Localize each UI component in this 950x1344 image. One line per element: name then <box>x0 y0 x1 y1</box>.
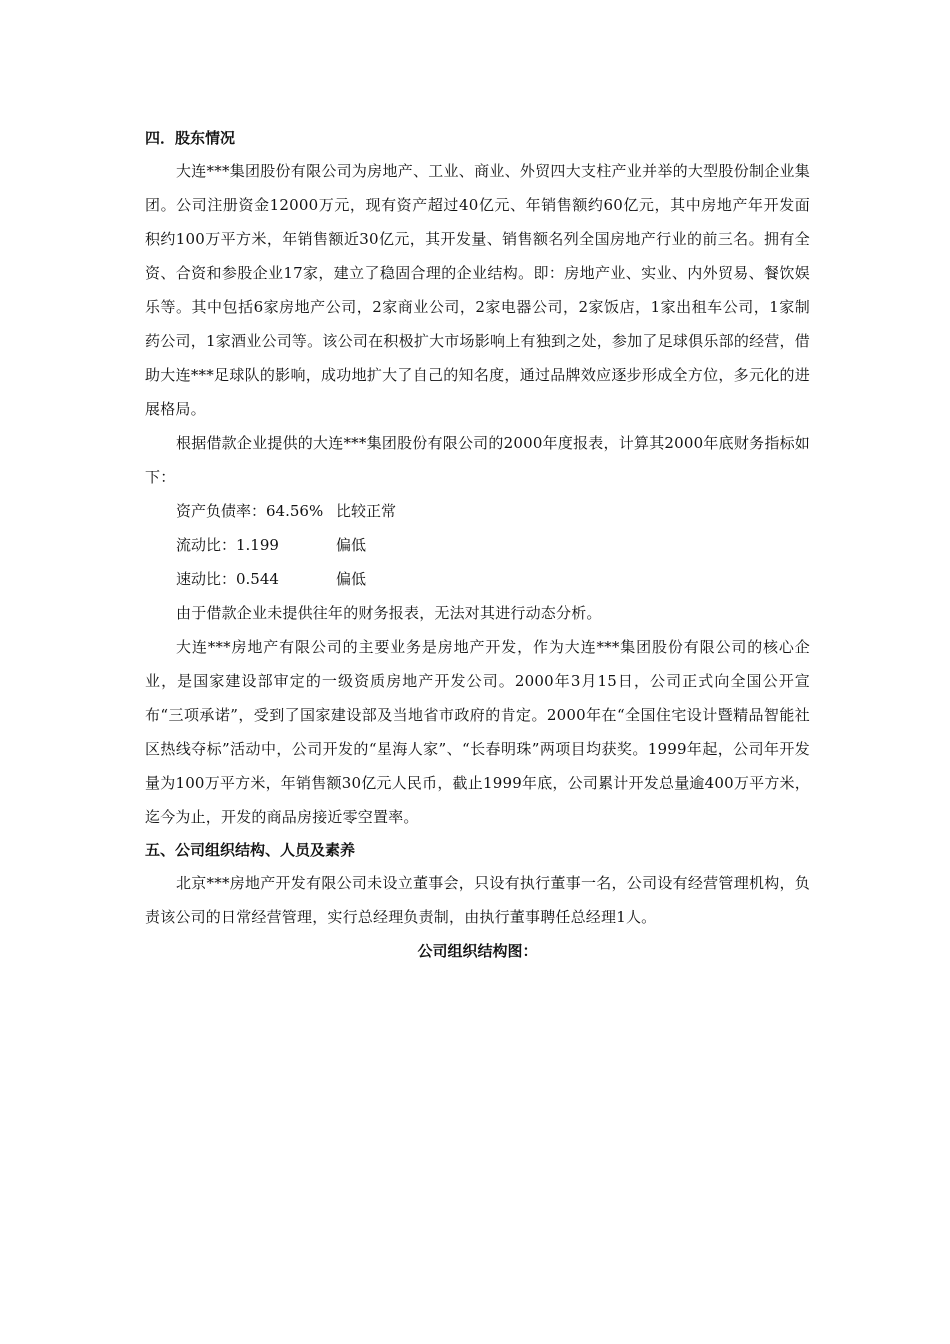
section4-paragraph-4: 大连***房地产有限公司的主要业务是房地产开发，作为大连***集团股份有限公司的核心企业，是国家建设部审定的一级资质房地产开发公司。2000年3月15日，公司正式向全国公开宣布“三项承诺”，受到了国家建设部及当地省市政府的肯定。2000年在“全国住宅设计暨精品智能社区热线夺标”活动中，公司开发的“星海人家”、“长春明珠”两项目均获奖。1999年起，公司年开发量为100万平方米，年销售额30亿元人民币，截止1999年底，公司累计开发总量逾400万平方米，迄今为止，开发的商品房接近零空置率。 <box>145 638 810 826</box>
org-chart-title: 公司组织结构图： <box>417 942 538 960</box>
section4-paragraph-2: 根据借款企业提供的大连***集团股份有限公司的2000年度报表，计算其2000年底财务指标如下： <box>145 434 810 486</box>
ratio-label: 资产负债率：64.56% <box>176 502 324 520</box>
ratio-row-quick <box>145 562 810 596</box>
section4-paragraph-3: 由于借款企业未提供往年的财务报表，无法对其进行动态分析。 <box>176 604 602 622</box>
document-page <box>145 122 810 968</box>
ratio-assessment: 比较正常 <box>336 502 397 520</box>
section4-heading: 四．股东情况 <box>145 129 236 147</box>
section5-heading: 五、公司组织结构、人员及素养 <box>145 841 356 859</box>
ratio-label: 流动比：1.199 <box>176 536 279 554</box>
section4-paragraph-1: 大连***集团股份有限公司为房地产、工业、商业、外贸四大支柱产业并举的大型股份制企业集团。公司注册资金12000万元，现有资产超过40亿元、年销售额约60亿元，其中房地产年开发面积约100万平方米，年销售额近30亿元，其开发量、销售额名列全国房地产行业的前三名。拥有全资、合资和参股企业17家，建立了稳固合理的企业结构。即：房地产业、实业、内外贸易、餐饮娱乐等。其中包括6家房地产公司，2家商业公司，2家电器公司，2家饭店，1家出租车公司，1家制药公司，1家酒业公司等。该公司在积极扩大市场影响上有独到之处，参加了足球俱乐部的经营，借助大连***足球队的影响，成功地扩大了自己的知名度，通过品牌效应逐步形成全方位，多元化的进展格局。 <box>145 162 810 418</box>
ratio-row-current <box>145 528 810 562</box>
ratio-row-debt <box>145 494 810 528</box>
ratio-label: 速动比：0.544 <box>176 570 279 588</box>
ratio-assessment: 偏低 <box>336 570 367 588</box>
ratio-assessment: 偏低 <box>336 536 367 554</box>
section5-paragraph-1: 北京***房地产开发有限公司未设立董事会，只设有执行董事一名，公司设有经营管理机构，负责该公司的日常经营管理，实行总经理负责制，由执行董事聘任总经理1人。 <box>145 874 810 926</box>
